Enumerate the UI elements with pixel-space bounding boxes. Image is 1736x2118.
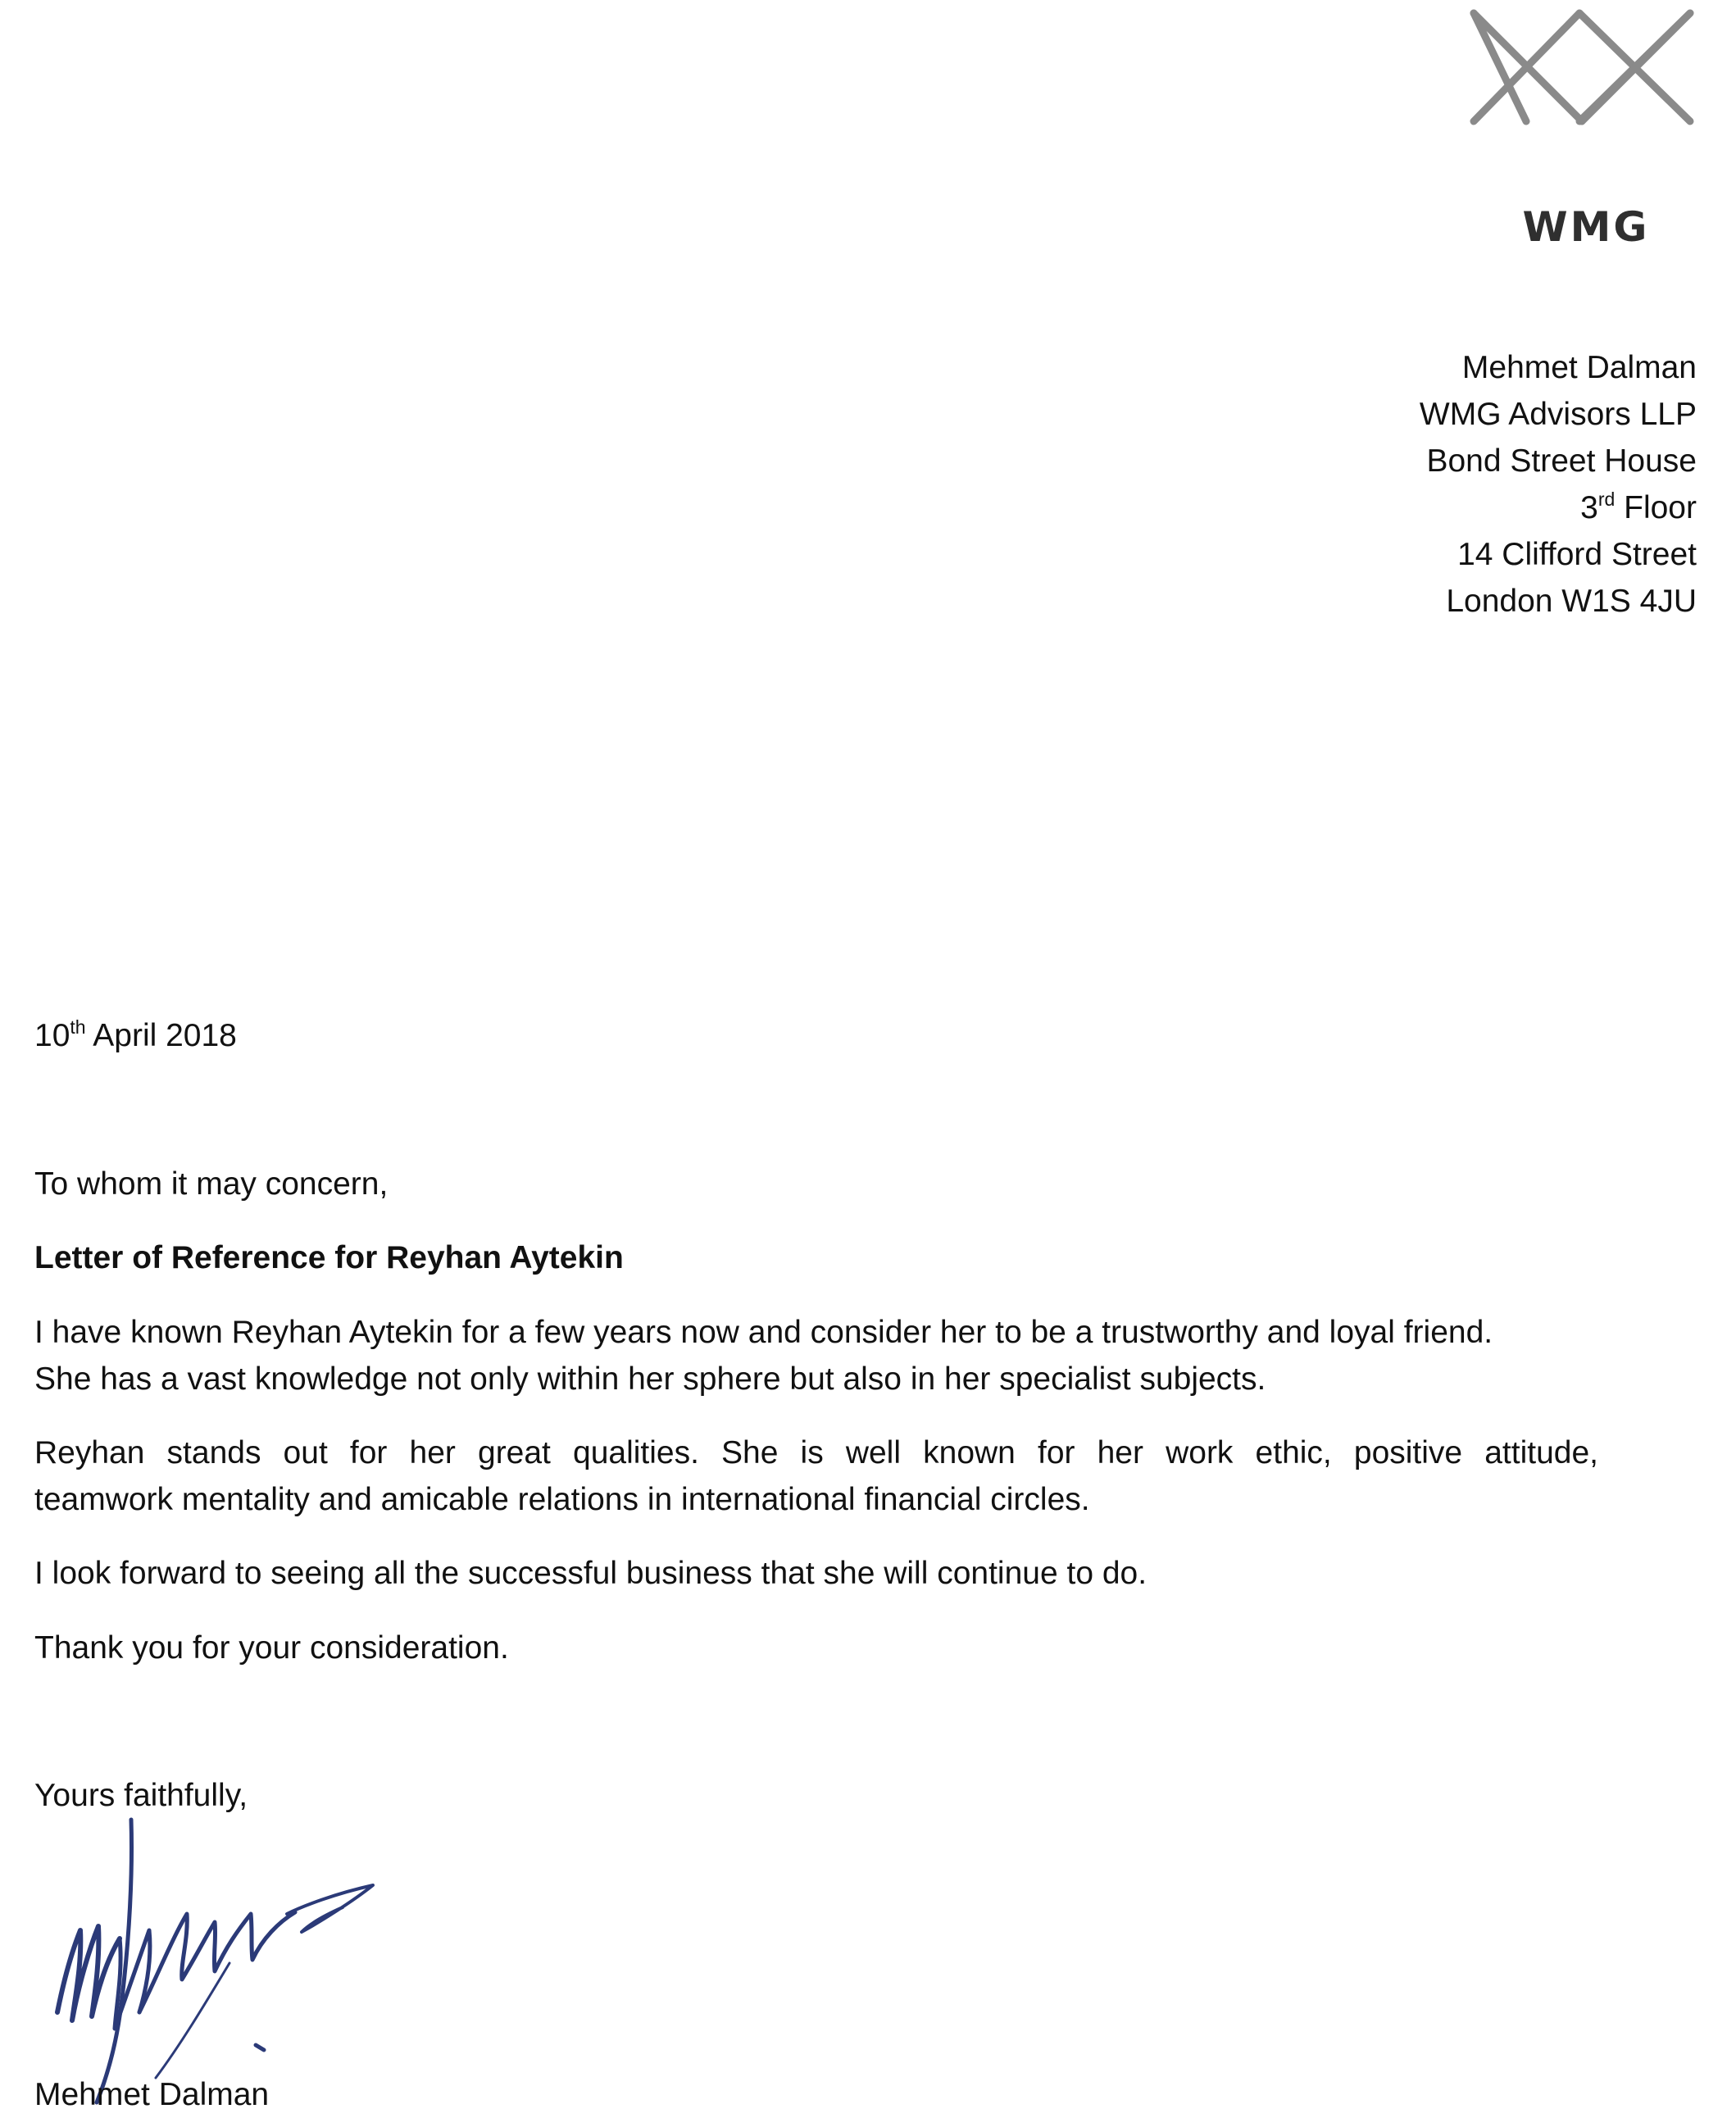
sender-floor: 3rd Floor xyxy=(1580,489,1697,525)
paragraph-1 xyxy=(34,1309,1598,1402)
signer-name: Mehmet Dalman xyxy=(34,2077,270,2112)
letter-subject: Letter of Reference for Reyhan Aytekin xyxy=(34,1240,624,1275)
paragraph-3: I look forward to seeing all the successful business that she will continue to do. xyxy=(34,1556,1147,1591)
sender-street: 14 Clifford Street xyxy=(1457,537,1697,572)
paragraph-2-line-1: Reyhan stands out for her great qualities. She is well known for her work ethic, positive attitude, xyxy=(34,1435,1598,1470)
closing: Yours faithfully, xyxy=(34,1778,248,1813)
paragraph-2 xyxy=(34,1429,1598,1523)
sender-company: WMG Advisors LLP xyxy=(1419,397,1697,432)
sender-name: Mehmet Dalman xyxy=(1461,350,1697,385)
paragraph-4: Thank you for your consideration. xyxy=(34,1630,509,1666)
salutation: To whom it may concern, xyxy=(34,1166,389,1202)
sender-building: Bond Street House xyxy=(1426,443,1697,479)
handwritten-signature-icon xyxy=(41,1807,385,2111)
letter-date: 10th April 2018 xyxy=(34,1016,237,1053)
paragraph-1-line-2: She has a vast knowledge not only within her sphere but also in her specialist subjects. xyxy=(34,1361,1266,1397)
paragraph-1-line-1: I have known Reyhan Aytekin for a few years now and consider her to be a trustworthy and loyal friend. xyxy=(34,1315,1493,1350)
paragraph-2-line-2: teamwork mentality and amicable relations in international financial circles. xyxy=(34,1482,1090,1517)
logo-wordmark: WMG xyxy=(1522,203,1650,251)
sender-address xyxy=(1420,344,1697,625)
wmg-logo-icon xyxy=(1467,7,1697,130)
sender-city: London W1S 4JU xyxy=(1446,584,1697,619)
